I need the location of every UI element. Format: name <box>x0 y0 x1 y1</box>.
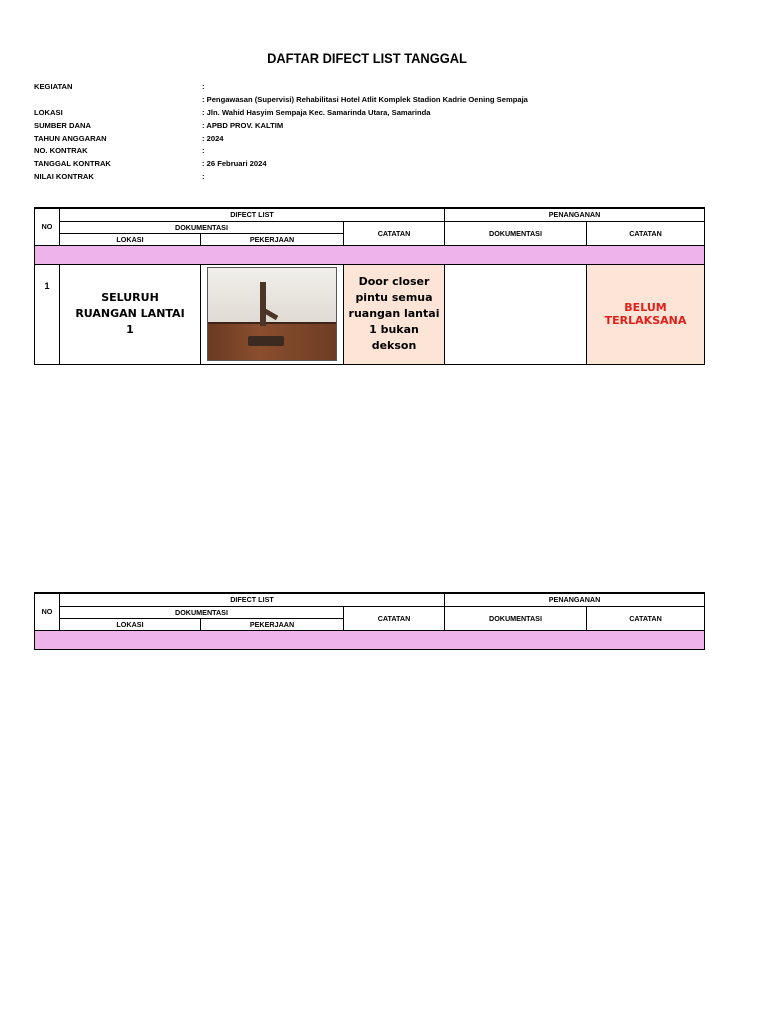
info-row-no-kontrak <box>34 146 714 159</box>
status-badge: BELUM TERLAKSANA <box>587 264 705 364</box>
info-value: : APBD PROV. KALTIM <box>202 120 284 130</box>
info-row-tahun-anggaran <box>34 134 714 147</box>
info-label: NILAI KONTRAK <box>34 172 94 182</box>
info-row-nilai-kontrak <box>34 172 714 185</box>
info-row-tanggal-kontrak <box>34 159 714 172</box>
info-value: : <box>202 146 205 156</box>
table-row <box>35 264 705 364</box>
header-catatan: CATATAN <box>344 221 445 245</box>
info-label: KEGIATAN <box>34 82 73 91</box>
section-row <box>35 630 705 649</box>
info-value: : Pengawasan (Supervisi) Rehabilitasi Hotel Atlit Komplek Stadion Kadrie Oening Sempaja <box>202 94 528 104</box>
info-row-sumber-dana <box>34 121 714 134</box>
row-catatan: Door closer pintu semua ruangan lantai 1 bukan dekson <box>344 264 445 364</box>
info-label: TANGGAL KONTRAK <box>34 159 111 169</box>
row-photo-cell <box>201 264 344 364</box>
row-penanganan-dokumentasi <box>445 264 587 364</box>
header-no: NO <box>35 593 60 630</box>
row-lokasi: SELURUH RUANGAN LANTAI 1 <box>60 264 201 364</box>
header-penanganan-catatan: CATATAN <box>587 221 705 245</box>
header-lokasi: LOKASI <box>60 618 201 630</box>
page-title: DAFTAR DIFECT LIST TANGGAL <box>267 50 467 66</box>
project-info <box>34 82 714 185</box>
header-pekerjaan: PEKERJAAN <box>201 233 344 245</box>
info-row-lokasi <box>34 108 714 121</box>
header-pekerjaan: PEKERJAAN <box>201 618 344 630</box>
info-value: : 26 Februari 2024 <box>202 159 267 169</box>
header-penanganan-dokumentasi: DOKUMENTASI <box>445 606 587 630</box>
info-value: : <box>202 82 205 91</box>
section-row <box>35 245 705 264</box>
info-label: TAHUN ANGGARAN <box>34 133 107 143</box>
header-difect-list: DIFECT LIST <box>60 593 445 606</box>
info-value: : <box>202 172 205 182</box>
difect-table <box>34 207 705 365</box>
header-penanganan: PENANGANAN <box>445 593 705 606</box>
header-penanganan: PENANGANAN <box>445 208 705 221</box>
header-catatan: CATATAN <box>344 606 445 630</box>
info-label: NO. KONTRAK <box>34 146 88 156</box>
door-closer-photo <box>207 267 337 361</box>
info-label: SUMBER DANA <box>34 120 91 130</box>
info-row-kegiatan <box>34 82 714 95</box>
header-dokumentasi: DOKUMENTASI <box>60 606 344 618</box>
info-row-kegiatan-detail <box>34 95 714 108</box>
header-difect-list: DIFECT LIST <box>60 208 445 221</box>
header-dokumentasi: DOKUMENTASI <box>60 221 344 233</box>
header-penanganan-dokumentasi: DOKUMENTASI <box>445 221 587 245</box>
header-lokasi: LOKASI <box>60 233 201 245</box>
info-value: : Jln. Wahid Hasyim Sempaja Kec. Samarinda Utara, Samarinda <box>202 107 431 117</box>
difect-table-2 <box>34 592 705 650</box>
row-number: 1 <box>35 264 60 364</box>
header-no: NO <box>35 208 60 245</box>
header-penanganan-catatan: CATATAN <box>587 606 705 630</box>
info-label: LOKASI <box>34 107 63 117</box>
info-value: : 2024 <box>202 133 224 143</box>
